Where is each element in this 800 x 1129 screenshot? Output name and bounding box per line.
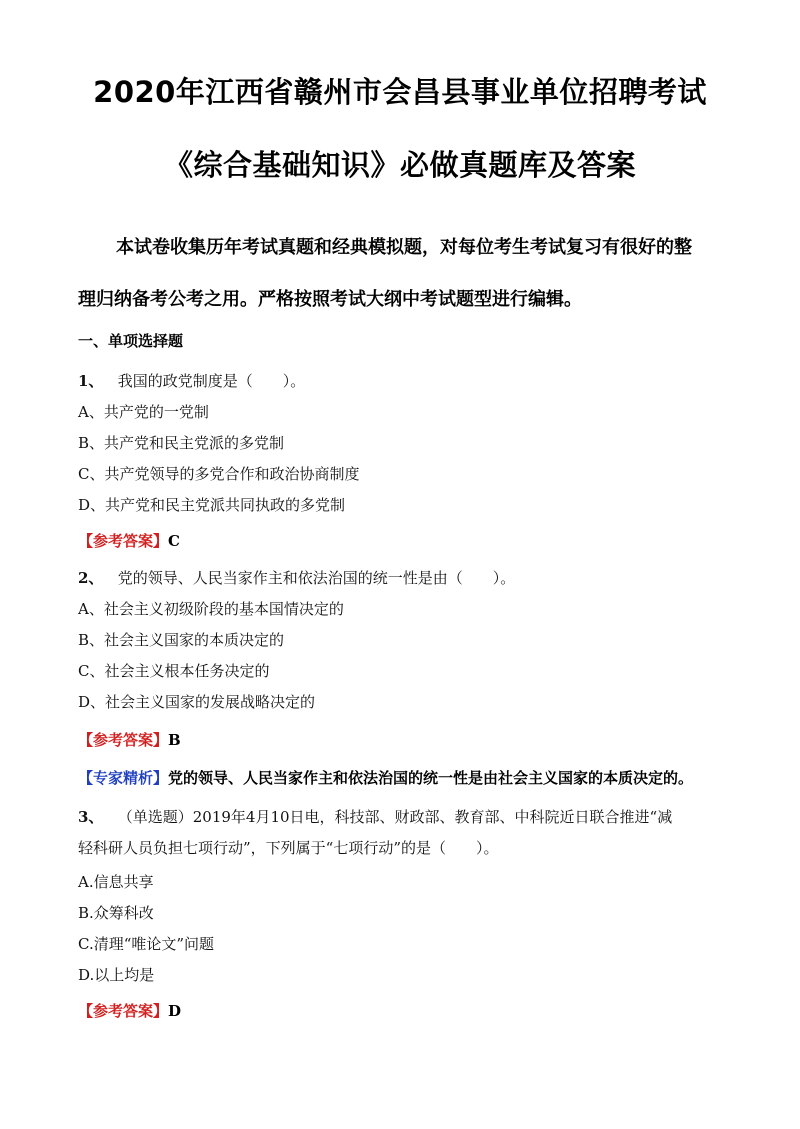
question-3-answer: 【参考答案】D (78, 1002, 182, 1020)
question-2-stem: 2、 党的领导、人民当家作主和依法治国的统一性是由（ ）。 (78, 569, 516, 587)
question-2-option-d: D、社会主义国家的发展战略决定的 (78, 693, 316, 711)
answer-tag: 【参考答案】 (78, 731, 169, 749)
question-2-answer: 【参考答案】B (78, 731, 181, 749)
question-1-stem: 1、 我国的政党制度是（ ）。 (78, 372, 306, 390)
answer-tag: 【参考答案】 (78, 532, 169, 550)
question-2-option-b: B、社会主义国家的本质决定的 (78, 631, 285, 649)
question-3-option-d: D.以上均是 (78, 966, 155, 984)
question-1-option-a: A、共产党的一党制 (78, 403, 209, 421)
section-heading: 一、单项选择题 (78, 332, 184, 350)
document-title-line2: 《综合基础知识》必做真题库及答案 (163, 148, 636, 182)
question-3-option-b: B.众筹科改 (78, 904, 154, 922)
question-1-option-b: B、共产党和民主党派的多党制 (78, 434, 285, 452)
question-3-stem (78, 802, 728, 864)
question-1-answer: 【参考答案】C (78, 532, 180, 550)
question-3-stem-line1: 3、 （单选题）2019年4月10日电，科技部、财政部、教育部、中科院近日联合推进“减 (78, 808, 673, 826)
intro-line2: 理归纳备考公考之用。严格按照考试大纲中考试题型进行编辑。 (78, 289, 582, 310)
question-2-analysis: 【专家精析】党的领导、人民当家作主和依法治国的统一性是由社会主义国家的本质决定的。 (78, 769, 694, 787)
question-1-option-d: D、共产党和民主党派共同执政的多党制 (78, 496, 346, 514)
question-3-stem-line2: 轻科研人员负担七项行动”，下列属于“七项行动”的是（ ）。 (78, 839, 499, 857)
analysis-tag: 【专家精析】 (78, 769, 169, 787)
question-2-option-a: A、社会主义初级阶段的基本国情决定的 (78, 600, 344, 618)
question-1-option-c: C、共产党领导的多党合作和政治协商制度 (78, 465, 360, 483)
question-3-option-a: A.信息共享 (78, 873, 154, 891)
intro-paragraph (78, 222, 728, 326)
answer-tag: 【参考答案】 (78, 1002, 169, 1020)
question-2-option-c: C、社会主义根本任务决定的 (78, 662, 270, 680)
question-3-option-c: C.清理“唯论文”问题 (78, 935, 215, 953)
document-title-line1: 2020年江西省赣州市会昌县事业单位招聘考试 (93, 75, 707, 109)
intro-line1: 本试卷收集历年考试真题和经典模拟题，对每位考生考试复习有很好的整 (116, 237, 692, 258)
